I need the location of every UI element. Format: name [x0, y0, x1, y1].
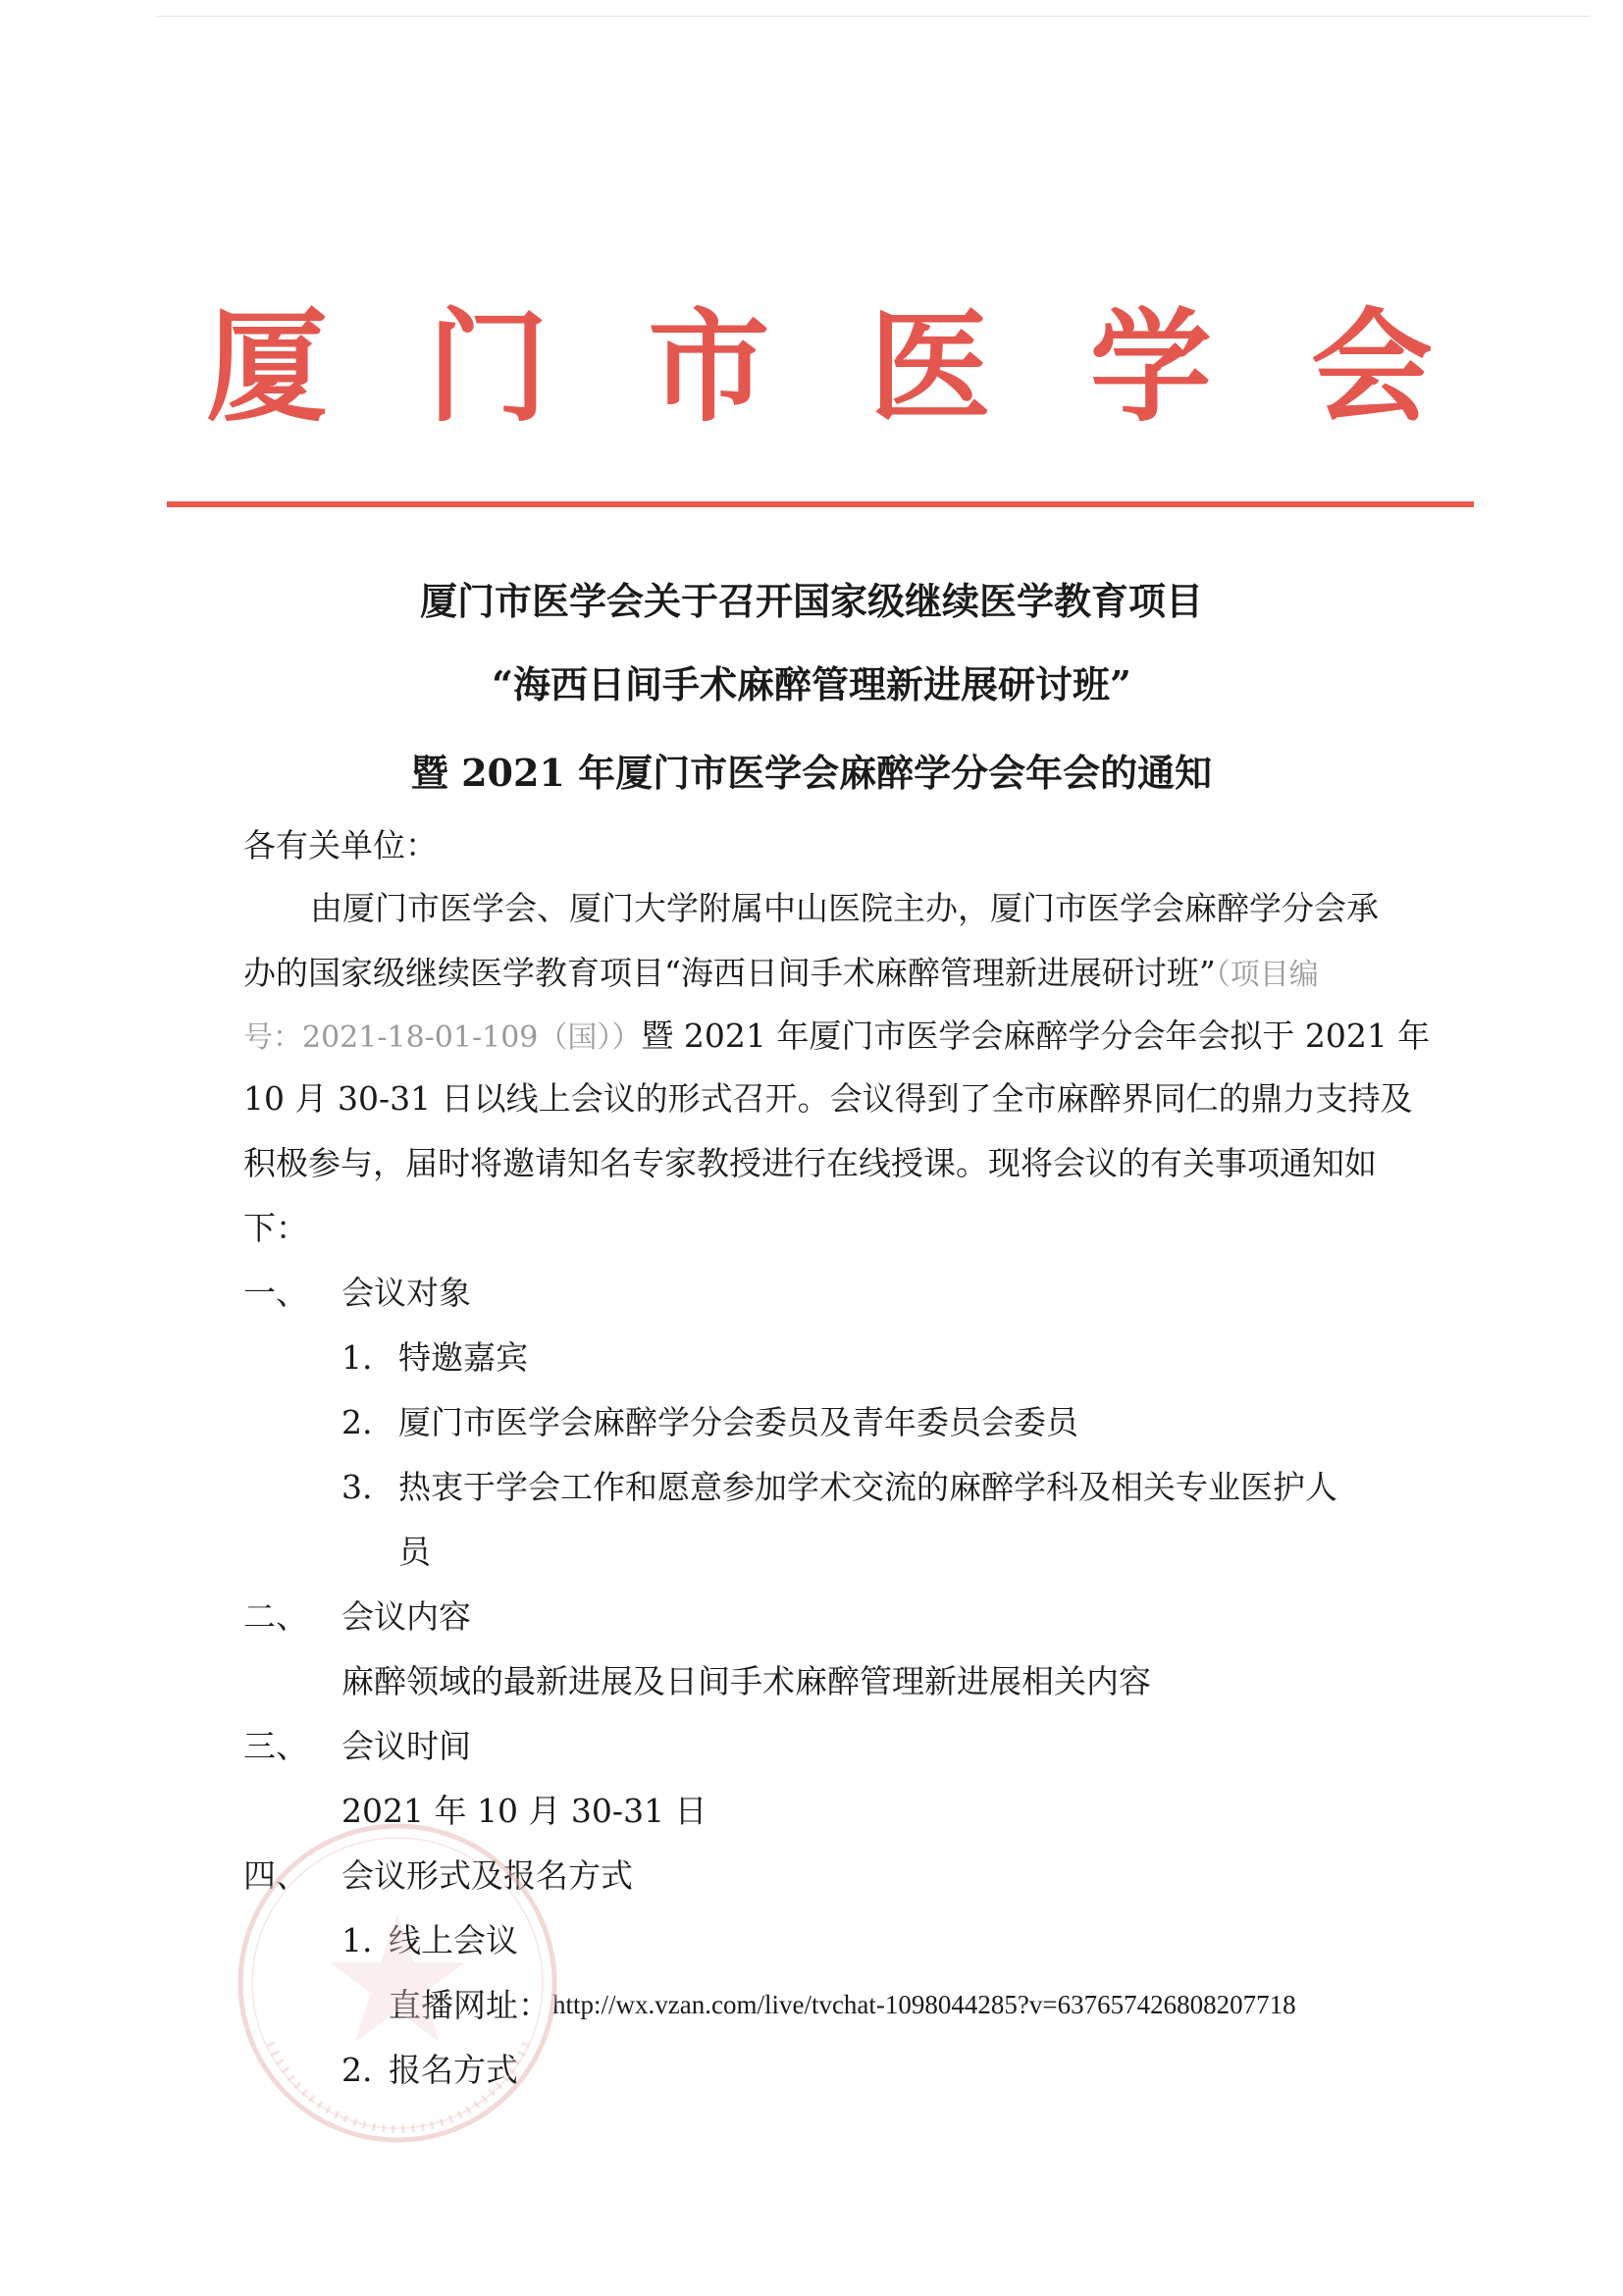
- list-item: 热衷于学会工作和愿意参加学术交流的麻醉学科及相关专业医护人: [398, 1468, 1337, 1506]
- top-scan-line: [157, 16, 1590, 17]
- section-heading: 会议对象: [341, 1274, 471, 1312]
- intro-line: [243, 954, 1319, 993]
- section-number: 二、: [243, 1597, 308, 1636]
- intro-line: 下：: [243, 1209, 308, 1247]
- list-item: 厦门市医学会麻醉学分会委员及青年委员会委员: [398, 1403, 1078, 1441]
- doc-title-line-1: 厦门市医学会关于召开国家级继续医学教育项目: [419, 579, 1203, 623]
- intro-text: 暨 2021 年厦门市医学会麻醉学分会年会拟于 2021 年: [641, 1017, 1431, 1055]
- letterhead-char: 门: [427, 296, 550, 439]
- doc-title-line-3: 暨 2021 年厦门市医学会麻醉学分会年会的通知: [410, 751, 1213, 795]
- salutation: 各有关单位：: [243, 826, 438, 864]
- project-code-label: （项目编: [1215, 958, 1319, 992]
- live-url-label: 直播网址：: [389, 1986, 550, 2024]
- org-letterhead: [167, 294, 1472, 442]
- list-number: 3.: [341, 1468, 373, 1506]
- list-item: 特邀嘉宾: [398, 1338, 528, 1377]
- list-item: 线上会议: [389, 1921, 518, 1959]
- letterhead-char: 会: [1310, 296, 1433, 439]
- section-heading: 会议内容: [341, 1597, 471, 1636]
- section-number: 一、: [243, 1274, 308, 1312]
- letterhead-char: 学: [1089, 296, 1212, 439]
- section-text: 2021 年 10 月 30-31 日: [341, 1792, 707, 1830]
- intro-line: 由厦门市医学会、厦门大学附属中山医院主办，厦门市医学会麻醉学分会承: [310, 889, 1379, 927]
- letterhead-divider: [167, 501, 1474, 507]
- list-number: 2.: [341, 2051, 373, 2089]
- letterhead-char: 市: [648, 296, 770, 439]
- section-text: 麻醉领域的最新进展及日间手术麻醉管理新进展相关内容: [341, 1662, 1151, 1700]
- intro-line: 积极参与，届时将邀请知名专家教授进行在线授课。现将会议的有关事项通知如: [243, 1144, 1377, 1182]
- live-url-link[interactable]: http://wx.vzan.com/live/tvchat-1098044285?v=637657426808207718: [552, 1990, 1296, 2019]
- project-code: 号：2021-18-01-109（国））: [243, 1020, 642, 1055]
- section-number: 三、: [243, 1727, 308, 1765]
- list-number: 1.: [341, 1338, 373, 1377]
- list-item-continuation: 员: [398, 1533, 431, 1571]
- section-heading: 会议时间: [341, 1727, 471, 1765]
- official-seal-stamp: [232, 1817, 563, 2149]
- section-heading: 会议形式及报名方式: [341, 1856, 633, 1895]
- letterhead-char: 厦: [206, 296, 329, 439]
- doc-title-line-2: “海西日间手术麻醉管理新进展研讨班”: [492, 662, 1131, 706]
- letterhead-char: 医: [868, 296, 991, 439]
- intro-line: 10 月 30-31 日以线上会议的形式召开。会议得到了全市麻醉界同仁的鼎力支持及: [243, 1079, 1413, 1118]
- section-number: 四、: [243, 1856, 308, 1895]
- list-item: 报名方式: [389, 2051, 518, 2089]
- intro-text: 办的国家级继续医学教育项目“海西日间手术麻醉管理新进展研讨班”: [243, 954, 1216, 992]
- list-number: 2.: [341, 1403, 373, 1441]
- intro-line: [243, 1017, 1430, 1056]
- list-number: 1.: [341, 1921, 373, 1959]
